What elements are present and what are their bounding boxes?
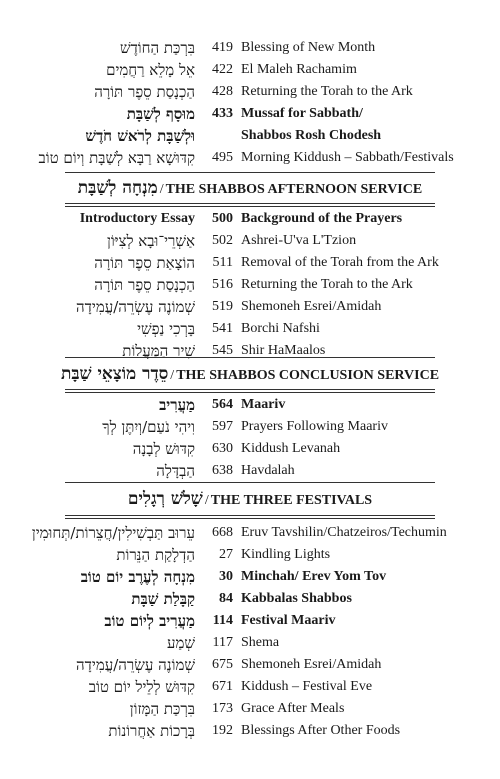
entry-english: Shir HaMaalos — [241, 343, 326, 358]
entry-hebrew: מַעֲרִיב — [159, 396, 195, 414]
entry-hebrew: בִּרְכַּת הַחוֹדֶשׁ — [119, 39, 195, 57]
section-heading-afternoon — [0, 174, 500, 202]
entry-hebrew: מִנְחָה לְעֶרֶב יוֹם טוֹב — [80, 568, 195, 586]
entry-english: Kiddush Levanah — [241, 441, 341, 456]
toc-entry[interactable] — [0, 81, 500, 103]
toc-entry[interactable] — [0, 125, 500, 147]
entry-hebrew: אַשְׁרֵי־וּבָא לְצִיּוֹן — [107, 232, 195, 250]
entry-hebrew: קִדּוּשׁ לְלֵיל יוֹם טוֹב — [88, 678, 195, 696]
entry-page-number: 114 — [212, 613, 233, 628]
toc-entry[interactable] — [0, 252, 500, 274]
entry-page-number: 419 — [212, 40, 233, 55]
entry-hebrew: הַכְנָסַת סֵפֶר תּוֹרָה — [94, 276, 195, 294]
entry-page-number: 422 — [212, 62, 233, 77]
entry-hebrew: הַבְדָּלָה — [156, 462, 195, 480]
section-divider — [65, 389, 435, 393]
entry-english: Kindling Lights — [241, 547, 331, 562]
section-heading-english: THE SHABBOS AFTERNOON SERVICE — [165, 182, 423, 197]
entry-page-number: 541 — [212, 321, 233, 336]
entry-english: Mussaf for Sabbath/ — [241, 106, 363, 121]
entry-page-number: 675 — [212, 657, 233, 672]
entry-page-number: 502 — [212, 233, 233, 248]
entry-page-number: 597 — [212, 419, 233, 434]
entry-hebrew: וִיהִי נֹעַם/וְיִתֶּן לְךָ — [102, 418, 195, 436]
entry-hebrew: מַעֲרִיב לְיוֹם טוֹב — [104, 612, 195, 630]
toc-entry[interactable] — [0, 566, 500, 588]
entry-english: Festival Maariv — [241, 613, 336, 628]
entry-page-number: 630 — [212, 441, 233, 456]
entry-english: Maariv — [241, 397, 286, 412]
entry-english: Returning the Torah to the Ark — [241, 277, 413, 292]
entry-english: El Maleh Rachamim — [241, 62, 357, 77]
toc-entry[interactable] — [0, 676, 500, 698]
section-divider — [65, 357, 435, 358]
entry-hebrew: בָּרְכִי נַפְשִׁי — [137, 320, 195, 338]
toc-entry[interactable] — [0, 394, 500, 416]
toc-entry[interactable] — [0, 59, 500, 81]
toc-entry[interactable] — [0, 296, 500, 318]
section-heading-hebrew: סֵדֶר מוֹצָאֵי שַׁבָּת — [60, 364, 169, 384]
section-divider — [65, 515, 435, 519]
entry-hebrew: קִדּוּשׁ לְבָנָה — [132, 440, 195, 458]
entry-page-number: 668 — [212, 525, 233, 540]
entry-english: Removal of the Torah from the Ark — [241, 255, 439, 270]
section-heading-hebrew: מִנְחָה לְשַׁבָּת — [77, 178, 158, 198]
entry-english: Havdalah — [241, 463, 295, 478]
entry-hebrew: בִּרְכַּת הַמָּזוֹן — [129, 700, 195, 718]
section-heading-hebrew: שָׁלֹשׁ רְגָלִים — [127, 489, 203, 509]
entry-hebrew: קִדּוּשָׁא רַבָּא לְשַׁבָּת וְיוֹם טוֹב — [38, 149, 195, 167]
entry-english: Grace After Meals — [241, 701, 345, 716]
entry-hebrew: אֵל מָלֵא רַחֲמִים — [106, 61, 195, 79]
section-heading-festivals — [0, 485, 500, 513]
section-heading-separator: / — [204, 493, 209, 508]
entry-hebrew: הוֹצָאַת סֵפֶר תּוֹרָה — [94, 254, 195, 272]
entry-page-number: 117 — [212, 635, 233, 650]
entry-hebrew: מוּסָף לְשַׁבָּת — [126, 105, 195, 123]
entry-hebrew: בְּרָכוֹת אַחֲרוֹנוֹת — [108, 722, 195, 740]
entry-page-number: 638 — [212, 463, 233, 478]
toc-entry[interactable] — [0, 438, 500, 460]
entry-english: Shabbos Rosh Chodesh — [241, 128, 382, 143]
section-heading-english: THE SHABBOS CONCLUSION SERVICE — [176, 368, 440, 383]
section-heading-separator: / — [170, 368, 175, 383]
toc-entry[interactable] — [0, 340, 500, 362]
entry-english: Kabbalas Shabbos — [241, 591, 352, 606]
entry-page-number: 516 — [212, 277, 233, 292]
toc-entry[interactable] — [0, 416, 500, 438]
entry-english: Blessing of New Month — [241, 40, 376, 55]
toc-entry[interactable] — [0, 522, 500, 544]
section-divider — [65, 482, 435, 483]
entry-hebrew: שְׁמוֹנֶה עֶשְׂרֵה/עֲמִידָה — [76, 298, 195, 316]
toc-entry[interactable] — [0, 610, 500, 632]
entry-page-number: 84 — [219, 591, 233, 606]
toc-entry[interactable] — [0, 460, 500, 482]
entry-page-number: 433 — [212, 106, 233, 121]
entry-page-number: 27 — [219, 547, 233, 562]
entry-english: Shemoneh Esrei/Amidah — [241, 299, 382, 314]
entry-english: Kiddush – Festival Eve — [241, 679, 373, 694]
toc-entry[interactable] — [0, 230, 500, 252]
entry-page-number: 545 — [212, 343, 233, 358]
entry-english: Borchi Nafshi — [241, 321, 320, 336]
toc-entry[interactable] — [0, 274, 500, 296]
toc-entry[interactable] — [0, 147, 500, 169]
entry-page-number: 30 — [219, 569, 233, 584]
toc-entry[interactable] — [0, 698, 500, 720]
entry-english: Returning the Torah to the Ark — [241, 84, 413, 99]
entry-english: Ashrei-U'va L'Tzion — [241, 233, 357, 248]
entry-hebrew: שְׁמַע — [166, 634, 195, 652]
section-divider — [65, 172, 435, 173]
entry-english: Shema — [241, 635, 280, 650]
entry-page-number: 428 — [212, 84, 233, 99]
section-heading-english: THE THREE FESTIVALS — [210, 493, 373, 508]
toc-entry[interactable] — [0, 208, 500, 230]
entry-hebrew: הַכְנָסַת סֵפֶר תּוֹרָה — [94, 83, 195, 101]
section-heading-separator: / — [159, 182, 164, 197]
entry-hebrew: שְׁמוֹנֶה עֶשְׂרֵה/עֲמִידָה — [76, 656, 195, 674]
entry-page-number: 173 — [212, 701, 233, 716]
toc-entry[interactable] — [0, 544, 500, 566]
toc-entry[interactable] — [0, 632, 500, 654]
entry-english: Minchah/ Erev Yom Tov — [241, 569, 387, 584]
entry-page-number: 519 — [212, 299, 233, 314]
entry-english: Shemoneh Esrei/Amidah — [241, 657, 382, 672]
entry-page-number: 495 — [212, 150, 233, 165]
entry-english: Blessings After Other Foods — [241, 723, 401, 738]
entry-hebrew: הַדְלָקַת הַנֵּרוֹת — [116, 546, 195, 564]
section-heading-conclusion — [0, 360, 500, 388]
entry-english: Morning Kiddush – Sabbath/Festivals — [241, 150, 454, 165]
entry-page-number: 671 — [212, 679, 233, 694]
entry-hebrew: וּלְשַׁבָּת לְרֹאשׁ חֹדֶשׁ — [85, 127, 195, 145]
toc-entry[interactable] — [0, 588, 500, 610]
toc-entry[interactable] — [0, 318, 500, 340]
entry-hebrew: שִׁיר הַמַּעֲלוֹת — [122, 342, 195, 360]
entry-english: Prayers Following Maariv — [241, 419, 388, 434]
entry-page-number: 192 — [212, 723, 233, 738]
entry-introductory-label: Introductory Essay — [79, 211, 195, 226]
entry-english: Eruv Tavshilin/Chatzeiros/Techumin — [241, 525, 447, 540]
entry-hebrew: עֵרוּב תַּבְשִׁילִין/חֲצֵרוֹת/תְּחוּמִין — [31, 524, 195, 542]
entry-page-number: 511 — [212, 255, 233, 270]
toc-entry[interactable] — [0, 654, 500, 676]
entry-hebrew: קַבָּלַת שַׁבָּת — [131, 590, 195, 608]
toc-entry[interactable] — [0, 103, 500, 125]
entry-page-number: 564 — [212, 397, 233, 412]
toc-entry[interactable] — [0, 720, 500, 742]
section-divider — [65, 203, 435, 207]
entry-page-number: 500 — [212, 211, 233, 226]
toc-entry[interactable] — [0, 37, 500, 59]
entry-english: Background of the Prayers — [241, 211, 403, 226]
